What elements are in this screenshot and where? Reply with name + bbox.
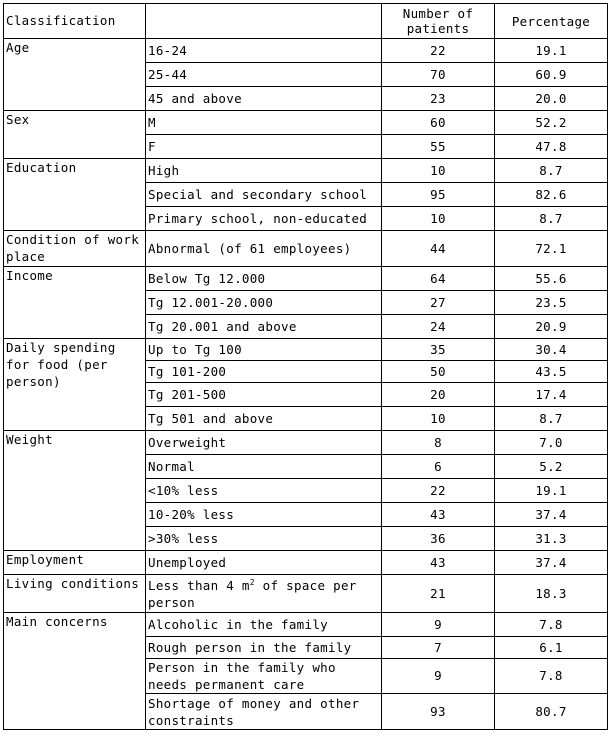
subcategory-cell: Abnormal (of 61 employees) bbox=[146, 231, 382, 267]
percentage-cell: 47.8 bbox=[495, 135, 608, 159]
percentage-cell: 82.6 bbox=[495, 183, 608, 207]
table-row bbox=[4, 231, 608, 267]
table-row bbox=[4, 613, 608, 637]
percentage-cell: 18.3 bbox=[495, 575, 608, 613]
subcategory-cell: Person in the family who needs permanent care bbox=[146, 659, 382, 694]
table-body bbox=[4, 39, 608, 730]
subcategory-text-continued: of space per person bbox=[148, 577, 365, 610]
percentage-cell: 7.8 bbox=[495, 659, 608, 694]
percentage-cell: 7.0 bbox=[495, 431, 608, 455]
number-of-patients-cell: 22 bbox=[382, 479, 495, 503]
number-of-patients-cell: 23 bbox=[382, 87, 495, 111]
number-of-patients-cell: 7 bbox=[382, 637, 495, 659]
number-of-patients-cell: 35 bbox=[382, 339, 495, 361]
header-subcategory bbox=[146, 4, 382, 39]
table-row bbox=[4, 339, 608, 361]
subcategory-cell: Tg 20.001 and above bbox=[146, 315, 382, 339]
percentage-cell: 23.5 bbox=[495, 291, 608, 315]
subcategory-cell: 10-20% less bbox=[146, 503, 382, 527]
table-row bbox=[4, 575, 608, 613]
subcategory-cell: Below Tg 12.000 bbox=[146, 267, 382, 291]
percentage-cell: 8.7 bbox=[495, 207, 608, 231]
number-of-patients-cell: 21 bbox=[382, 575, 495, 613]
percentage-cell: 37.4 bbox=[495, 503, 608, 527]
number-of-patients-cell: 55 bbox=[382, 135, 495, 159]
number-of-patients-cell: 6 bbox=[382, 455, 495, 479]
percentage-cell: 37.4 bbox=[495, 551, 608, 575]
number-of-patients-cell: 10 bbox=[382, 207, 495, 231]
number-of-patients-cell: 50 bbox=[382, 361, 495, 383]
superscript: 2 bbox=[249, 577, 255, 587]
category-cell: Daily spending for food (per person) bbox=[4, 339, 146, 431]
subcategory-cell: Tg 101-200 bbox=[146, 361, 382, 383]
percentage-cell: 5.2 bbox=[495, 455, 608, 479]
percentage-cell: 19.1 bbox=[495, 39, 608, 63]
category-cell: Condition of work place bbox=[4, 231, 146, 267]
subcategory-cell: Special and secondary school bbox=[146, 183, 382, 207]
number-of-patients-cell: 64 bbox=[382, 267, 495, 291]
percentage-cell: 30.4 bbox=[495, 339, 608, 361]
subcategory-cell: 16-24 bbox=[146, 39, 382, 63]
number-of-patients-cell: 20 bbox=[382, 383, 495, 407]
category-cell: Living conditions bbox=[4, 575, 146, 613]
number-of-patients-cell: 8 bbox=[382, 431, 495, 455]
header-number-of-patients: Number of patients bbox=[382, 4, 495, 39]
number-of-patients-cell: 10 bbox=[382, 159, 495, 183]
number-of-patients-cell: 36 bbox=[382, 527, 495, 551]
percentage-cell: 20.0 bbox=[495, 87, 608, 111]
number-of-patients-cell: 27 bbox=[382, 291, 495, 315]
number-of-patients-cell: 22 bbox=[382, 39, 495, 63]
percentage-cell: 60.9 bbox=[495, 63, 608, 87]
table-row bbox=[4, 39, 608, 63]
number-of-patients-cell: 70 bbox=[382, 63, 495, 87]
number-of-patients-cell: 43 bbox=[382, 551, 495, 575]
percentage-cell: 17.4 bbox=[495, 383, 608, 407]
table-row bbox=[4, 551, 608, 575]
subcategory-cell: 45 and above bbox=[146, 87, 382, 111]
category-cell: Education bbox=[4, 159, 146, 231]
number-of-patients-cell: 60 bbox=[382, 111, 495, 135]
category-cell: Age bbox=[4, 39, 146, 111]
subcategory-cell: 25-44 bbox=[146, 63, 382, 87]
category-cell: Employment bbox=[4, 551, 146, 575]
number-of-patients-cell: 95 bbox=[382, 183, 495, 207]
subcategory-cell: Tg 501 and above bbox=[146, 407, 382, 431]
number-of-patients-cell: 44 bbox=[382, 231, 495, 267]
subcategory-cell: Unemployed bbox=[146, 551, 382, 575]
subcategory-cell bbox=[146, 575, 382, 613]
percentage-cell: 43.5 bbox=[495, 361, 608, 383]
category-cell: Main concerns bbox=[4, 613, 146, 730]
percentage-cell: 20.9 bbox=[495, 315, 608, 339]
number-of-patients-cell: 93 bbox=[382, 694, 495, 730]
number-of-patients-cell: 9 bbox=[382, 613, 495, 637]
category-cell: Income bbox=[4, 267, 146, 339]
category-cell: Weight bbox=[4, 431, 146, 551]
percentage-cell: 55.6 bbox=[495, 267, 608, 291]
number-of-patients-cell: 10 bbox=[382, 407, 495, 431]
subcategory-cell: Primary school, non-educated bbox=[146, 207, 382, 231]
percentage-cell: 6.1 bbox=[495, 637, 608, 659]
subcategory-cell: Up to Tg 100 bbox=[146, 339, 382, 361]
header-classification: Classification bbox=[4, 4, 146, 39]
percentage-cell: 8.7 bbox=[495, 407, 608, 431]
table-row bbox=[4, 111, 608, 135]
subcategory-cell: Tg 12.001-20.000 bbox=[146, 291, 382, 315]
subcategory-cell: Overweight bbox=[146, 431, 382, 455]
table-row bbox=[4, 431, 608, 455]
subcategory-cell: >30% less bbox=[146, 527, 382, 551]
subcategory-text: Less than 4 m bbox=[148, 577, 250, 593]
subcategory-cell: Rough person in the family bbox=[146, 637, 382, 659]
patient-classification-table bbox=[3, 3, 608, 730]
header-row bbox=[4, 4, 608, 39]
subcategory-cell: Normal bbox=[146, 455, 382, 479]
subcategory-cell: M bbox=[146, 111, 382, 135]
category-cell: Sex bbox=[4, 111, 146, 159]
percentage-cell: 52.2 bbox=[495, 111, 608, 135]
percentage-cell: 72.1 bbox=[495, 231, 608, 267]
table-row bbox=[4, 267, 608, 291]
percentage-cell: 31.3 bbox=[495, 527, 608, 551]
table-row bbox=[4, 159, 608, 183]
percentage-cell: 80.7 bbox=[495, 694, 608, 730]
subcategory-cell: <10% less bbox=[146, 479, 382, 503]
percentage-cell: 19.1 bbox=[495, 479, 608, 503]
number-of-patients-cell: 43 bbox=[382, 503, 495, 527]
subcategory-cell: High bbox=[146, 159, 382, 183]
number-of-patients-cell: 24 bbox=[382, 315, 495, 339]
subcategory-cell: Shortage of money and other constraints bbox=[146, 694, 382, 730]
subcategory-cell: Tg 201-500 bbox=[146, 383, 382, 407]
percentage-cell: 7.8 bbox=[495, 613, 608, 637]
subcategory-cell: F bbox=[146, 135, 382, 159]
percentage-cell: 8.7 bbox=[495, 159, 608, 183]
header-percentage: Percentage bbox=[495, 4, 608, 39]
number-of-patients-cell: 9 bbox=[382, 659, 495, 694]
subcategory-cell: Alcoholic in the family bbox=[146, 613, 382, 637]
